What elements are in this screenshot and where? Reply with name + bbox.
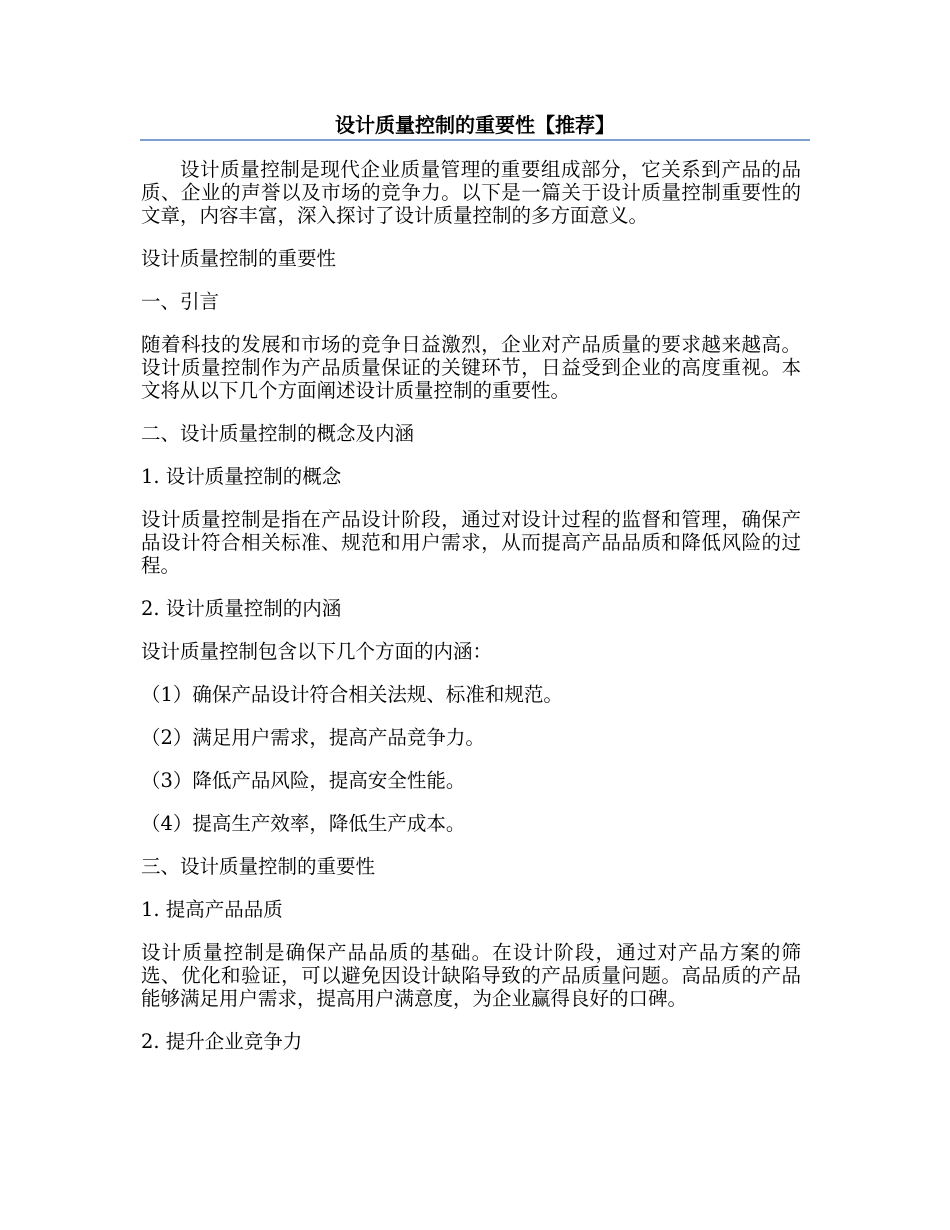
section-heading-importance: 三、设计质量控制的重要性 bbox=[141, 855, 376, 878]
list-item: （1）确保产品设计符合相关法规、标准和规范。 bbox=[141, 683, 563, 706]
list-item: （4）提高生产效率，降低生产成本。 bbox=[141, 812, 466, 835]
document-title: 设计质量控制的重要性【推荐】 bbox=[335, 113, 615, 137]
list-item: （3）降低产品风险，提高安全性能。 bbox=[141, 769, 466, 792]
section-heading: 设计质量控制的重要性 bbox=[141, 247, 337, 270]
document-body bbox=[141, 158, 801, 1073]
title-underline bbox=[140, 139, 810, 141]
body-paragraph: 随着科技的发展和市场的竞争日益激烈，企业对产品质量的要求越来越高。设计质量控制作为产品质量保证的关键环节，日益受到企业的高度重视。本文将从以下几个方面阐述设计质量控制的重要性。 bbox=[141, 333, 801, 402]
subsection-heading: 2. 设计质量控制的内涵 bbox=[141, 597, 342, 620]
body-paragraph: 设计质量控制是指在产品设计阶段，通过对设计过程的监督和管理，确保产品设计符合相关标准、规范和用户需求，从而提高产品品质和降低风险的过程。 bbox=[141, 508, 801, 577]
body-paragraph: 设计质量控制包含以下几个方面的内涵： bbox=[141, 640, 493, 663]
body-paragraph: 设计质量控制是确保产品品质的基础。在设计阶段，通过对产品方案的筛选、优化和验证，可以避免因设计缺陷导致的产品质量问题。高品质的产品能够满足用户需求，提高用户满意度，为企业赢得良好的口碑。 bbox=[141, 941, 801, 1010]
intro-paragraph: 设计质量控制是现代企业质量管理的重要组成部分，它关系到产品的品质、企业的声誉以及市场的竞争力。以下是一篇关于设计质量控制重要性的文章，内容丰富，深入探讨了设计质量控制的多方面意义。 bbox=[141, 158, 801, 227]
list-item: （2）满足用户需求，提高产品竞争力。 bbox=[141, 726, 485, 749]
section-heading-intro: 一、引言 bbox=[141, 290, 220, 313]
section-heading-concept: 二、设计质量控制的概念及内涵 bbox=[141, 422, 415, 445]
subsection-heading: 1. 提高产品品质 bbox=[141, 898, 283, 921]
subsection-heading: 2. 提升企业竞争力 bbox=[141, 1030, 303, 1053]
subsection-heading: 1. 设计质量控制的概念 bbox=[141, 465, 342, 488]
